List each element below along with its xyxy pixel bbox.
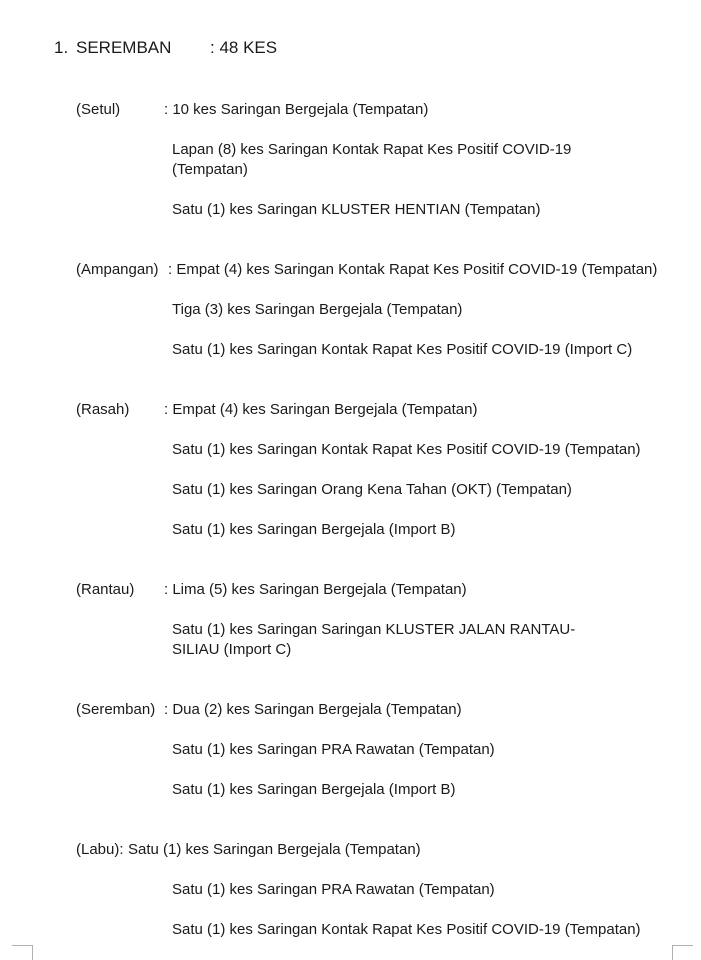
section-line: Satu (1) kes Saringan PRA Rawatan (Tempatan): [172, 741, 495, 758]
page-corner-mark-right: [672, 945, 693, 960]
section-line: Satu (1) kes Saringan KLUSTER HENTIAN (Tempatan): [172, 201, 541, 218]
section-label: (Ampangan): [76, 261, 159, 278]
section-label: (Setul): [76, 101, 121, 118]
section-line: Satu (1) kes Saringan Kontak Rapat Kes Positif COVID-19 (Tempatan): [172, 921, 641, 938]
section-first-line: : Empat (4) kes Saringan Kontak Rapat Kes Positif COVID-19 (Tempatan): [168, 261, 658, 278]
section-first-line: : Empat (4) kes Saringan Bergejala (Tempatan): [164, 401, 478, 418]
heading-count: : 48 KES: [210, 38, 278, 57]
section-label: (Labu):: [76, 841, 124, 858]
section-line: Lapan (8) kes Saringan Kontak Rapat Kes Positif COVID-19 (Tempatan): [172, 141, 572, 178]
section-label: (Rantau): [76, 581, 135, 598]
section-line: Satu (1) kes Saringan Bergejala (Import B): [172, 781, 456, 798]
section-line: Tiga (3) kes Saringan Bergejala (Tempatan): [172, 301, 463, 318]
section-line: Satu (1) kes Saringan Orang Kena Tahan (OKT) (Tempatan): [172, 481, 572, 498]
page-corner-mark-left: [12, 945, 33, 960]
section-line: Satu (1) kes Saringan Kontak Rapat Kes Positif COVID-19 (Import C): [172, 341, 633, 358]
section-label: (Seremban): [76, 701, 156, 718]
heading-number: 1.: [54, 38, 69, 57]
section-line: Satu (1) kes Saringan Kontak Rapat Kes Positif COVID-19 (Tempatan): [172, 441, 641, 458]
section-line: Satu (1) kes Saringan PRA Rawatan (Tempatan): [172, 881, 495, 898]
section-first-line: : Lima (5) kes Saringan Bergejala (Tempatan): [164, 581, 467, 598]
section-first-line: : Dua (2) kes Saringan Bergejala (Tempatan): [164, 701, 462, 718]
section-label: (Rasah): [76, 401, 130, 418]
section-first-line: : 10 kes Saringan Bergejala (Tempatan): [164, 101, 429, 118]
section-first-line: Satu (1) kes Saringan Bergejala (Tempatan): [128, 841, 421, 858]
section-line: Satu (1) kes Saringan Saringan KLUSTER JALAN RANTAU-SILIAU (Import C): [172, 621, 576, 658]
heading-district: SEREMBAN: [76, 38, 172, 57]
section-line: Satu (1) kes Saringan Bergejala (Import B): [172, 521, 456, 538]
